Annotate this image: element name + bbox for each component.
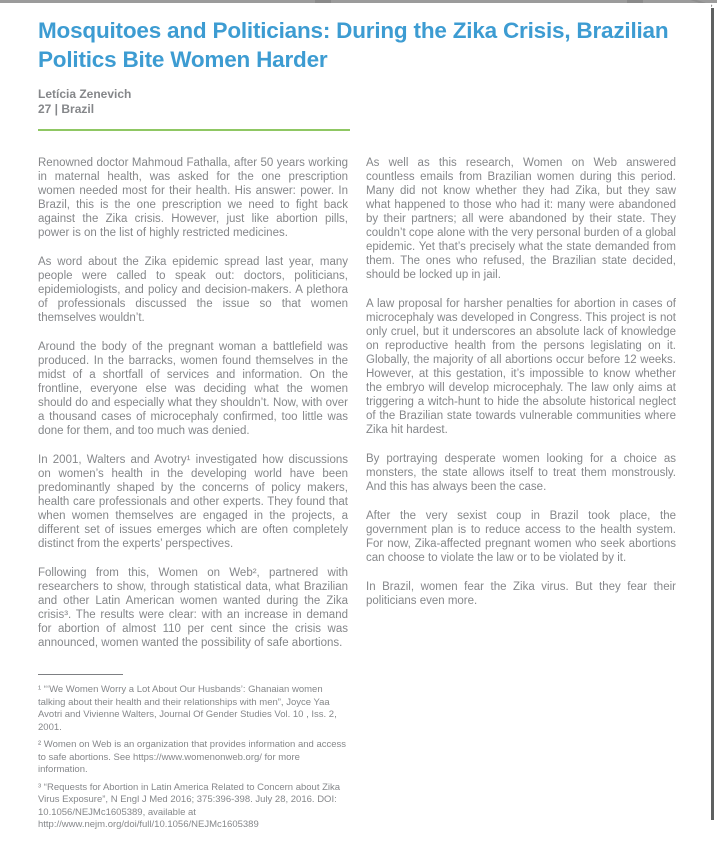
paragraph: Following from this, Women on Web², partnered with researchers to show, through statistical data, what Brazilian and other Latin American women wanted during the Zika crisis³. The results were clear: with an increase in demand for abortion of almost 110 per cent since the crisis was announced, women wanted the possibility of safe abortions. [38,567,348,649]
paragraph: As well as this research, Women on Web answered countless emails from Brazilian women during this period. Many did not know whether they had Zika, but they saw what happened to those who had it: many were abandoned by their partners; all were abandoned by their state. They couldn’t cope alone with the very personal burden of a global epidemic. Yet that’s precisely what the state demanded from them. The ones who refused, the Brazilian state decided, should be locked up in jail. [366,157,676,281]
article-title: Mosquitoes and Politicians: During the Zika Crisis, Brazilian Politics Bite Women Harder [38,18,669,72]
paragraph: By portraying desperate women looking for a choice as monsters, the state allows itself to treat them monstrously. And this has always been the case. [366,453,676,493]
paragraph: As word about the Zika epidemic spread last year, many people were called to speak out: doctors, politicians, epidemiologists, and policy and decision-makers. A plethora of professionals discussed the issue so that women themselves wouldn’t. [38,256,348,324]
paragraph: Renowned doctor Mahmoud Fathalla, after 50 years working in maternal health, was asked for the one prescription women needed most for their health. His answer: power. In Brazil, this is the one prescription we need to fight back against the Zika crisis. However, just like abortion pills, power is on the list of highly restricted medicines. [38,157,348,239]
paragraph: After the very sexist coup in Brazil took place, the government plan is to reduce access to the health system. For now, Zika-affected pregnant women who seek abortions can choose to violate the law or to be violated by it. [366,510,676,564]
footnote-divider [38,674,123,675]
author-age-country: 27 | Brazil [38,102,95,116]
paragraph: A law proposal for harsher penalties for abortion in cases of microcephaly was developed in Congress. This project is not only cruel, but it underscores an absolute lack of knowledge on reproductive health from the persons legislating on it. Globally, the majority of all abortions occur before 12 weeks. However, at this gestation, it’s impossible to know whether the embryo will develop microcephaly. The law only aims at triggering a witch-hunt to hide the absolute historical neglect of the Brazilian state towards vulnerable communities where Zika hit hardest. [366,298,676,436]
author-divider [38,129,350,131]
footnote: ¹ “‘We Women Worry a Lot About Our Husbands’: Ghanaian women talking about their health and their relationships with men”, Joyce Yaa Avotri and Vivienne Walters, Journal Of Gender Studies Vol. 10 , Iss. 2, 2001. [38,684,337,733]
article-page [0,3,711,844]
author-name: Letícia Zenevich [38,87,132,101]
footnote: ² Women on Web is an organization that provides information and access to safe abortions. See https://www.womenonweb.org/ for more information. [38,739,347,775]
article-body [38,156,676,837]
footnote: ³ “Requests for Abortion in Latin America Related to Concern about Zika Virus Exposure”, N Engl J Med 2016; 375:396-398. July 28, 2016. DOI: 10.1056/NEJMc1605389, available at http://www.nejm.org/doi/full/10.1056/NEJMc1605389 [38,781,341,830]
paragraph: Around the body of the pregnant woman a battlefield was produced. In the barracks, women found themselves in the midst of a shortfall of services and information. On the frontline, everyone else was deciding what the women should do and especially what they shouldn’t. Now, with over a thousand cases of microcephaly confirmed, too little was done for them, and too much was denied. [38,341,348,437]
left-column [38,156,348,837]
paragraph: In 2001, Walters and Avotry¹ investigated how discussions on women’s health in the developing world have been predominantly shaped by the concerns of policy makers, health care professionals and other experts. They found that when women themselves are engaged in the projects, a different set of issues emerges which are often completely distinct from the experts’ perspectives. [38,454,348,550]
paragraph: In Brazil, women fear the Zika virus. But they fear their politicians even more. [366,581,676,607]
right-column [366,156,676,837]
